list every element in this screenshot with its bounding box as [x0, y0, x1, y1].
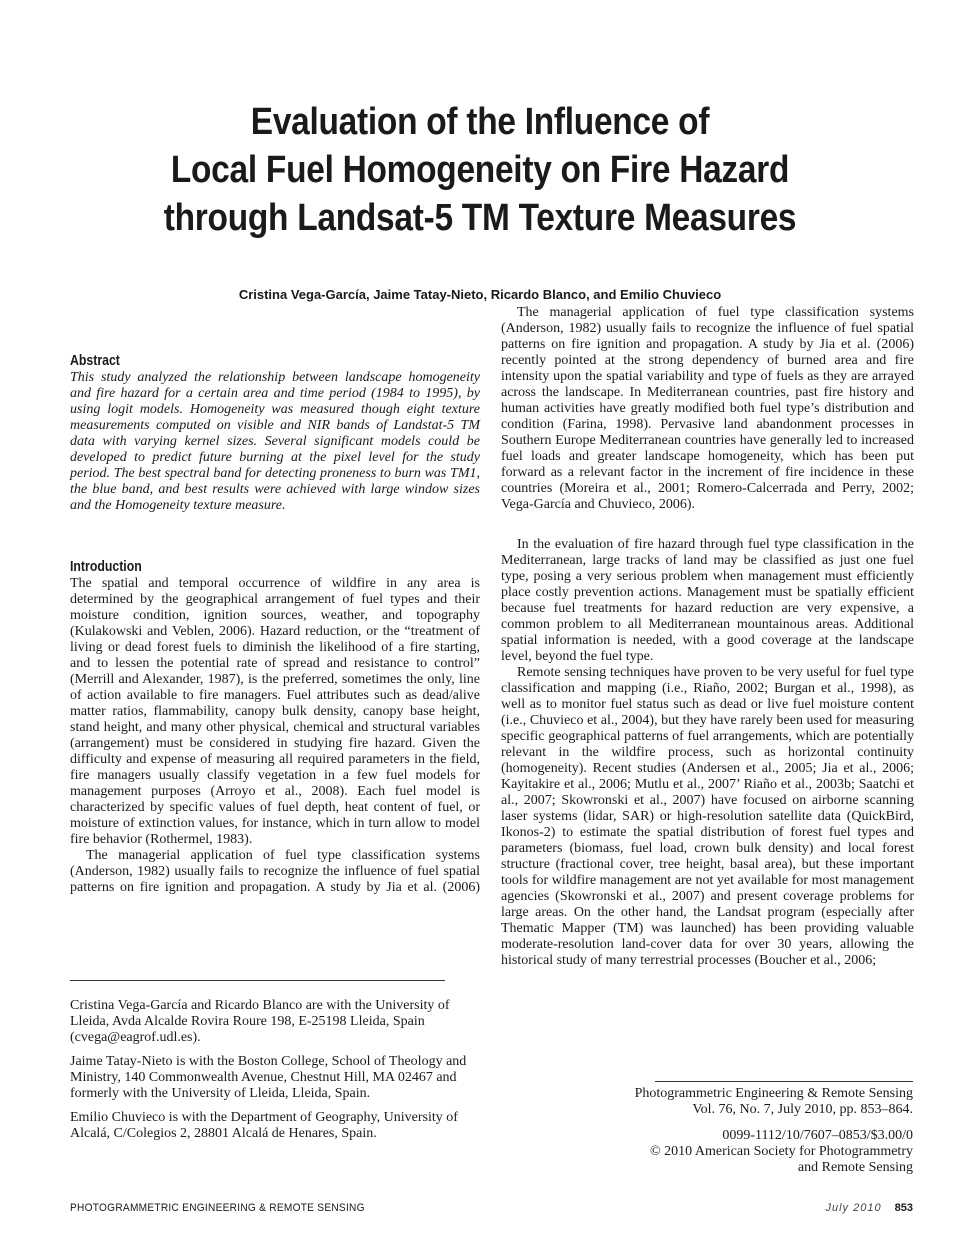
title-line-2: Local Fuel Homogeneity on Fire Hazard [170, 149, 790, 191]
intro-paragraph-4: Remote sensing techniques have proven to be very useful for fuel type classification and mapping (i.e., Riaño, 2002; Burgan et al., 1998), as well as to monitor fuel status such as dead or live fuel moisture content (i.e., Chuvieco et al., 2004), but they have rarely been used for measuring specific geographical patterns of fuel arrangements, which are potentially relevant in the wildfire process, such as horizontal continuity (homogeneity). Recent studies (Andersen et al., 2005; Jia et al., 2006; Kayitakire et al., 2006; Mutlu et al., 2007’ Riaño et al., 2003b; Saatchi et al., 2007; Skowronski et al., 2007) have focused on airborne scanning laser systems (lidar, SAR) or high-resolution satellite data (QuickBird, Ikonos-2) to estimate the spatial distribution of forest fuel types and parameters (biomass, fuel load, crown bulk density) and local forest structure (fractional cover, tree height, basal area), but these important tools for wildfire management are not yet available for most management agencies (Skowronski et al., 2007) and present coverage problems for large areas. On the other hand, the Landsat program (especially after Thematic Mapper (TM) was launched) has been providing valuable moderate-resolution land-cover data for over 30 years, allowing the historical study of many terrestrial processes (Boucher et al., 2006; [501, 665, 914, 968]
right-column [501, 305, 914, 969]
intro-paragraph-2-start: The managerial application of fuel type classification systems (Anderson, 1982) usually fails to recognize the influence of fuel spatial patterns on fire ignition and propagation. A study by Jia et al. (2006) [70, 848, 480, 895]
intro-paragraph-1: The spatial and temporal occurrence of wildfire in any area is determined by the geographical arrangement of fuel types and their moisture condition, ignition sources, weather, and topography (Kulakowski and Veblen, 2006). Hazard reduction, or the “treatment of living or dead forest fuels to diminish the likelihood of a fire starting, and to lessen the potential rate of spread and resistance to control” (Merrill and Alexander, 1987), is the preferred, sometimes the only, line of action available to fire managers. Fuel attributes such as dead/alive matter ratios, flammability, canopy bulk density, canopy base height, stand height, and many other physical, chemical and structural variables (arrangement) must be considered in studying fire hazard. Given the difficulty and expense of measuring all required parameters in the field, fire managers usually classify vegetation in a few fuel models for management purposes (Arroyo et al., 2008). Each fuel model is characterized by specific values of fuel depth, heat content of fuel, or moisture of extinction values, for instance, which in turn allow to model fire behavior (Rothermel, 1983). [70, 576, 480, 847]
author-list: Cristina Vega-García, Jaime Tatay-Nieto, Ricardo Blanco, and Emilio Chuvieco [238, 287, 722, 302]
introduction-heading: Introduction [70, 558, 142, 575]
footer-date: July 2010 [825, 1202, 882, 1214]
left-column [70, 352, 480, 896]
volume-line: Vol. 76, No. 7, July 2010, pp. 853–864. [692, 1102, 913, 1117]
running-footer-journal: PHOTOGRAMMETRIC ENGINEERING & REMOTE SENSING [70, 1202, 365, 1214]
issn-line: 0099-1112/10/7607–0853/$3.00/0 [722, 1128, 913, 1143]
running-footer-page [825, 1202, 913, 1214]
journal-name-line: Photogrammetric Engineering & Remote Sensing [634, 1086, 913, 1101]
copyright-line-2: and Remote Sensing [797, 1160, 913, 1175]
page-number: 853 [894, 1202, 913, 1214]
intro-paragraph-2-text: The managerial application of fuel type classification systems (Anderson, 1982) usually fails to recognize the influence of fuel spatial patterns on fire ignition and propagation. A study by Jia et al. (2006) recently pointed at the strong dependency of burned area and fire intensity upon the spatial variability and type of fuels as they are arrayed across the landscape. In Mediterranean countries, past fire history and human activities have greatly modified both fuel type’s distribution and condition (Farina, 1998). Pervasive land abandonment processes in Southern Europe Mediterranean countries have generally led to increased fuel loads and greater landscape homogeneity, which has been put forward as a relevant factor in the increment of fire incidence in these countries (Moreira et al., 2001; Romero-Calcerrada and Perry, 2002; Vega-García and Chuvieco, 2006). [501, 305, 914, 512]
copyright-line: © 2010 American Society for Photogrammetry [650, 1144, 913, 1159]
affiliation-3: Emilio Chuvieco is with the Department of Geography, University of Alcalá, C/Colegios 2, 28801 Alcalá de Henares, Spain. [70, 1110, 458, 1141]
abstract-text: This study analyzed the relationship between landscape homogeneity and fire hazard for a certain area and time period (1984 to 1995), by using logit models. Homogeneity was measured though eight texture measurements computed on visible and NIR bands of Landstat-5 TM data with varying kernel sizes. Several significant models could be developed to predict future burning at the pixel level for the study period. The best spectral band for detecting proneness to burn was TM1, the blue band, and best results were achieved with large window sizes and the Homogeneity texture measure. [70, 370, 480, 513]
title-line-1: Evaluation of the Influence of [250, 101, 710, 143]
journal-info-divider [655, 1081, 913, 1082]
intro-paragraph-2-continued [501, 305, 914, 537]
journal-info [533, 1086, 913, 1176]
author-affiliations [70, 998, 480, 1150]
intro-paragraph-3: In the evaluation of fire hazard through fuel type classification in the Mediterranean, large tracks of land may be classified as just one fuel type, posing a very serious problem when management must efficiently place costly prevention actions. Management must be spatially efficient because fuel treatments for hazard reduction are very expensive, a common problem to all Mediterranean mountainous areas. Additional spatial information is needed, with a good coverage at the landscape level, beyond the fuel type. [501, 537, 914, 664]
abstract-heading: Abstract [70, 352, 120, 369]
affiliation-2: Jaime Tatay-Nieto is with the Boston College, School of Theology and Ministry, 140 Commonwealth Avenue, Chestnut Hill, MA 02467 and formerly with the University of Lleida, Lleida, Spain. [70, 1054, 467, 1101]
title-line-3: through Landsat-5 TM Texture Measures [163, 197, 797, 239]
footnote-divider [70, 980, 445, 981]
paper-title [110, 98, 849, 242]
affiliation-1: Cristina Vega-García and Ricardo Blanco are with the University of Lleida, Avda Alcalde Rovira Roure 198, E-25198 Lleida, Spain (cvega@eagrof.udl.es). [70, 998, 450, 1045]
